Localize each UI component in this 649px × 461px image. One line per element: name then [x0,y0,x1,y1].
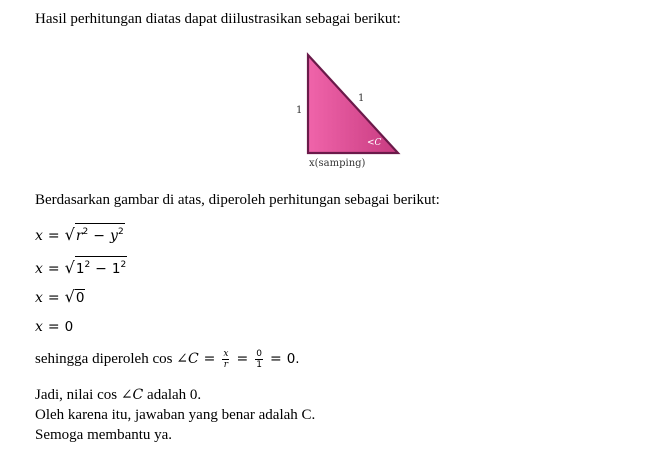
left-side-label: 1 [296,105,303,116]
fraction-0-over-1: $\frac{0}{1}$ [256,349,262,370]
equation-4: x = 0 [35,319,74,335]
conclusion-line-2: Oleh karena itu, jawaban yang benar adalah C. [35,407,316,423]
sqrt: $√1^2 - 1^2$ [64,258,127,277]
conclusion-line-3: Semoga membantu ya. [35,427,173,443]
sqrt: √0 [64,287,85,306]
right-triangle-figure [290,50,420,180]
result-line: sehingga diperoleh cos ∠C = $\frac{x}{r}$ = $\frac{0}{1}$ = 0. [35,349,300,370]
hypotenuse-label: 1 [358,93,365,104]
conclusion-line-1: Jadi, nilai cos ∠C adalah 0. [35,387,202,403]
equation-1: $x = √r^2 - y^2$ [35,225,124,244]
base-label: x(samping) [309,158,366,169]
equation-3: x = √0 [35,287,85,306]
angle-c-label: <C [367,138,382,148]
equation-2: $x = √1^2 - 1^2$ [35,258,127,277]
fraction-x-over-r: $\frac{x}{r}$ [223,349,229,370]
lead-text: Berdasarkan gambar di atas, diperoleh perhitungan sebagai berikut: [35,192,440,208]
sqrt: $√r^2 - y^2$ [64,225,124,244]
intro-text: Hasil perhitungan diatas dapat diilustrasikan sebagai berikut: [35,11,401,27]
